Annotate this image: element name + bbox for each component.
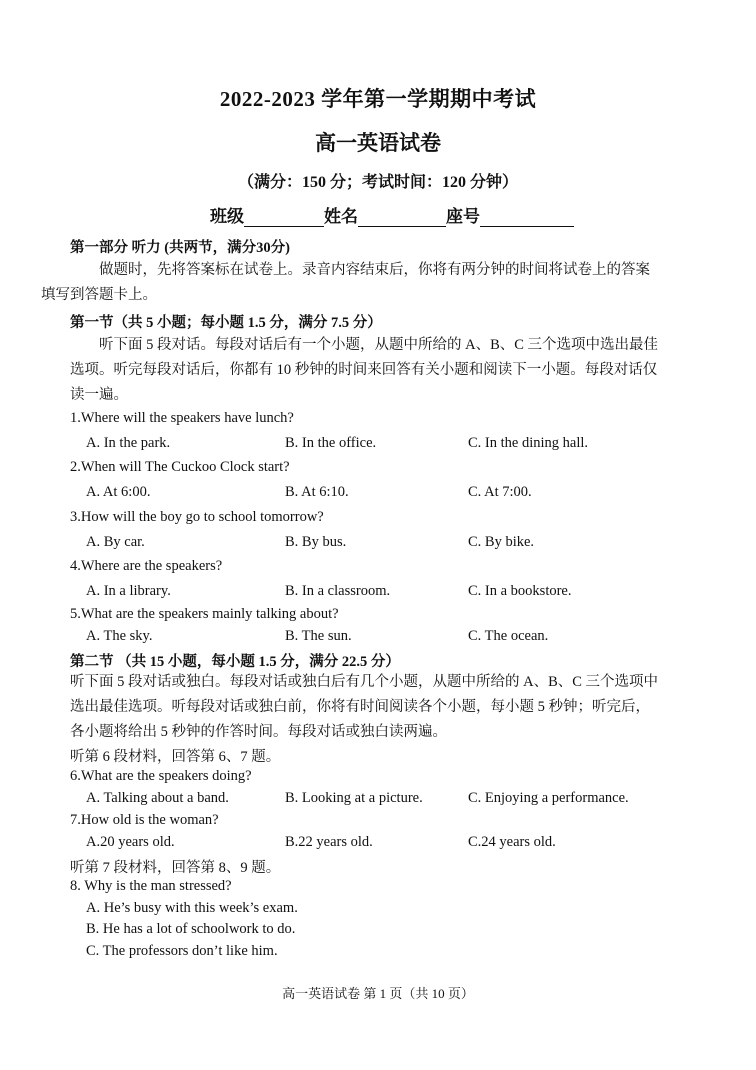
q5-option-c: C. The ocean. [468,628,549,644]
question-4: 4.Where are the speakers? [70,558,223,574]
part1-intro [41,258,690,308]
q1-option-c: C. In the dining hall. [468,435,589,451]
class-label: 班级 [210,207,244,226]
q3-option-b: B. By bus. [285,534,347,550]
q8-option-b: B. He has a lot of schoolwork to do. [86,921,296,937]
q5-option-b: B. The sun. [285,628,352,644]
q8-option-c: C. The professors don’t like him. [86,943,278,959]
q4-option-c: C. In a bookstore. [468,583,572,599]
q4-option-a: A. In a library. [86,583,171,599]
q5-option-a: A. The sky. [86,628,153,644]
page-footer: 高一英语试卷 第 1 页（共 10 页） [282,986,474,1001]
q3-option-c: C. By bike. [468,534,535,550]
q6-option-b: B. Looking at a picture. [285,790,423,806]
q2-option-c: C. At 7:00. [468,484,532,500]
q2-option-a: A. At 6:00. [86,484,151,500]
section2-heading: 第二节 （共 15 小题，每小题 1.5 分，满分 22.5 分） [70,654,400,670]
exam-subtitle: 高一英语试卷 [315,131,441,155]
section2-instructions [70,670,690,745]
q3-option-a: A. By car. [86,534,145,550]
q6-option-a: A. Talking about a band. [86,790,229,806]
section1-instr-line3: 读一遍。 [70,387,128,403]
q7-option-c: C.24 years old. [468,834,556,850]
material-7-note: 听第 7 段材料，回答第 8、9 题。 [70,860,281,876]
q8-option-a: A. He’s busy with this week’s exam. [86,900,298,916]
question-6: 6.What are the speakers doing? [70,768,252,784]
part1-intro-line1: 做题时，先将答案标在试卷上。录音内容结束后，你将有两分钟的时间将试卷上的答案 [99,262,650,278]
class-blank[interactable] [244,209,324,227]
part1-heading: 第一部分 听力 (共两节，满分30分) [70,240,290,256]
score-time: （满分：150 分；考试时间：120 分钟） [237,174,518,191]
section1-instr-line2: 选项。听完每段对话后，你都有 10 秒钟的时间来回答有关小题和阅读下一小题。每段对话仅 [70,362,658,378]
q4-option-b: B. In a classroom. [285,583,391,599]
section1-heading: 第一节（共 5 小题；每小题 1.5 分，满分 7.5 分） [70,315,382,331]
exam-title: 2022-2023 学年第一学期期中考试 [219,87,537,111]
material-6-note: 听第 6 段材料，回答第 6、7 题。 [70,749,281,765]
q7-option-b: B.22 years old. [285,834,373,850]
q1-option-a: A. In the park. [86,435,171,451]
question-8: 8. Why is the man stressed? [70,878,232,894]
section2-instr-line2: 选出最佳选项。听每段对话或独白前，你将有时间阅读各个小题，每小题 5 秒钟；听完后， [70,699,650,715]
seat-blank[interactable] [480,209,574,227]
q2-option-b: B. At 6:10. [285,484,349,500]
name-label: 姓名 [324,207,358,226]
section1-instructions [70,333,690,408]
seat-label: 座号 [446,207,480,226]
name-blank[interactable] [358,209,446,227]
section2-instr-line3: 各小题将给出 5 秒钟的作答时间。每段对话或独白读两遍。 [70,724,447,740]
q6-option-c: C. Enjoying a performance. [468,790,629,806]
part1-intro-line2: 填写到答题卡上。 [41,287,157,303]
section2-instr-line1: 听下面 5 段对话或独白。每段对话或独白后有几个小题，从题中所给的 A、B、C 三个选项中 [70,674,659,690]
question-1: 1.Where will the speakers have lunch? [70,410,294,426]
question-5: 5.What are the speakers mainly talking about? [70,606,339,622]
q7-option-a: A.20 years old. [86,834,175,850]
q1-option-b: B. In the office. [285,435,377,451]
student-info-line [210,202,574,227]
question-7: 7.How old is the woman? [70,812,219,828]
question-3: 3.How will the boy go to school tomorrow? [70,509,324,525]
section1-instr-line1: 听下面 5 段对话。每段对话后有一个小题，从题中所给的 A、B、C 三个选项中选出最佳 [99,337,659,353]
question-2: 2.When will The Cuckoo Clock start? [70,459,290,475]
